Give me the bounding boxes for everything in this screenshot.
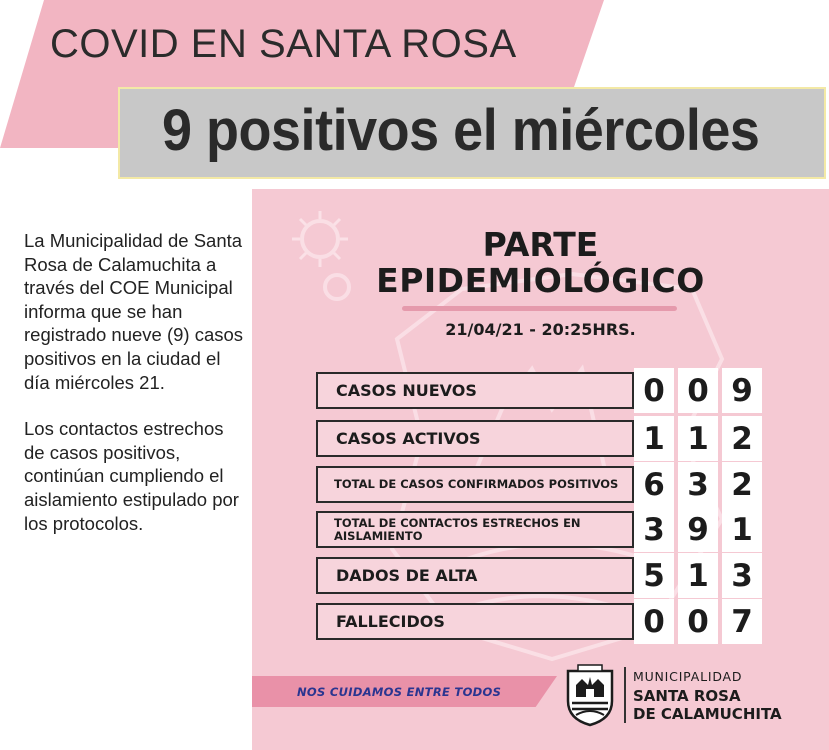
row-label: DADOS DE ALTA: [316, 557, 634, 594]
digit: 3: [678, 462, 718, 507]
counter: [634, 462, 766, 507]
org-line2: SANTA ROSA: [633, 687, 741, 705]
epidemiological-report: [252, 189, 829, 750]
municipality-name: [633, 669, 782, 723]
counter: [634, 368, 766, 413]
digit: 9: [722, 368, 762, 413]
slogan-text: NOS CUIDAMOS ENTRE TODOS: [297, 685, 502, 699]
report-date: 21/04/21 - 20:25HRS.: [445, 320, 636, 339]
report-title-line1: PARTE: [482, 225, 599, 264]
municipal-crest-icon: [564, 663, 616, 727]
row-label: CASOS NUEVOS: [316, 372, 634, 409]
digit: 1: [722, 507, 762, 552]
digit: 3: [722, 553, 762, 598]
page-title: COVID EN SANTA ROSA: [50, 22, 517, 66]
digit: 7: [722, 599, 762, 644]
headline: 9 positivos el miércoles: [162, 98, 760, 163]
paragraph-1: La Municipalidad de Santa Rosa de Calamuchita a través del COE Municipal informa que se han registrado nueve (9) casos positivos en la ciudad el día miércoles 21.: [24, 230, 244, 393]
digit: 2: [722, 462, 762, 507]
digit: 2: [722, 416, 762, 461]
counter: [634, 599, 766, 644]
digit: 9: [678, 507, 718, 552]
logo-divider: [624, 667, 626, 723]
digit: 0: [634, 599, 674, 644]
digit: 1: [634, 416, 674, 461]
row-label: TOTAL DE CONTACTOS ESTRECHOS EN AISLAMIENTO: [316, 511, 634, 548]
digit: 1: [678, 416, 718, 461]
row-label: TOTAL DE CASOS CONFIRMADOS POSITIVOS: [316, 466, 634, 503]
report-title-line2: EPIDEMIOLÓGICO: [376, 261, 705, 300]
digit: 0: [678, 599, 718, 644]
counter: [634, 553, 766, 598]
counter: [634, 507, 766, 552]
digit: 6: [634, 462, 674, 507]
digit: 3: [634, 507, 674, 552]
digit: 5: [634, 553, 674, 598]
news-body: [24, 229, 244, 558]
counter: [634, 416, 766, 461]
row-label: CASOS ACTIVOS: [316, 420, 634, 457]
org-line1: MUNICIPALIDAD: [633, 669, 743, 684]
digit: 0: [678, 368, 718, 413]
digit: 1: [678, 553, 718, 598]
paragraph-2: Los contactos estrechos de casos positivos, continúan cumpliendo el aislamiento estipulado por los protocolos.: [24, 418, 239, 534]
digit: 0: [634, 368, 674, 413]
org-line3: DE CALAMUCHITA: [633, 705, 782, 723]
title-underline: [402, 306, 677, 311]
row-label: FALLECIDOS: [316, 603, 634, 640]
